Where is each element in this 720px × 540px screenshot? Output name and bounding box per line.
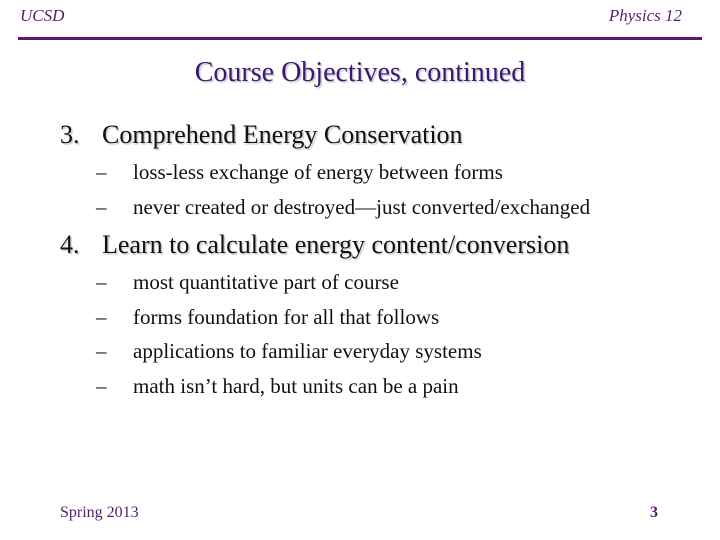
bullet-text: loss-less exchange of energy between forms <box>133 160 503 184</box>
header-institution: UCSD <box>20 6 65 25</box>
bullet-item <box>96 193 590 228</box>
section-number: 3. <box>60 120 80 149</box>
bullet-text: never created or destroyed—just converted/exchanged <box>133 194 591 219</box>
section-3-bullets <box>96 158 590 227</box>
footer-term: Spring 2013 <box>60 504 139 521</box>
bullet-dash: – <box>96 270 107 294</box>
page-number: 3 <box>650 504 658 521</box>
slide-title: Course Objectives, continued <box>194 57 526 88</box>
bullet-text: forms foundation for all that follows <box>133 304 440 329</box>
header-course: Physics 12 <box>608 6 682 25</box>
bullet-item <box>96 303 482 338</box>
bullet-item <box>96 158 590 193</box>
bullet-item <box>96 337 482 372</box>
section-4-bullets <box>96 268 482 406</box>
bullet-dash: – <box>96 304 107 329</box>
section-number: 4. <box>60 230 80 259</box>
bullet-dash: – <box>96 339 107 363</box>
bullet-dash: – <box>96 160 107 184</box>
section-heading-text: Learn to calculate energy content/conversion <box>102 230 570 259</box>
header-divider <box>18 37 702 40</box>
bullet-item <box>96 268 482 303</box>
section-heading-4 <box>60 230 569 260</box>
section-heading-3 <box>60 120 463 150</box>
bullet-dash: – <box>96 373 107 398</box>
bullet-text: most quantitative part of course <box>133 270 399 294</box>
bullet-item <box>96 372 482 407</box>
section-heading-text: Comprehend Energy Conservation <box>102 120 463 149</box>
bullet-text: math isn’t hard, but units can be a pain <box>133 373 459 398</box>
bullet-text: applications to familiar everyday systems <box>133 339 482 363</box>
bullet-dash: – <box>96 194 107 219</box>
